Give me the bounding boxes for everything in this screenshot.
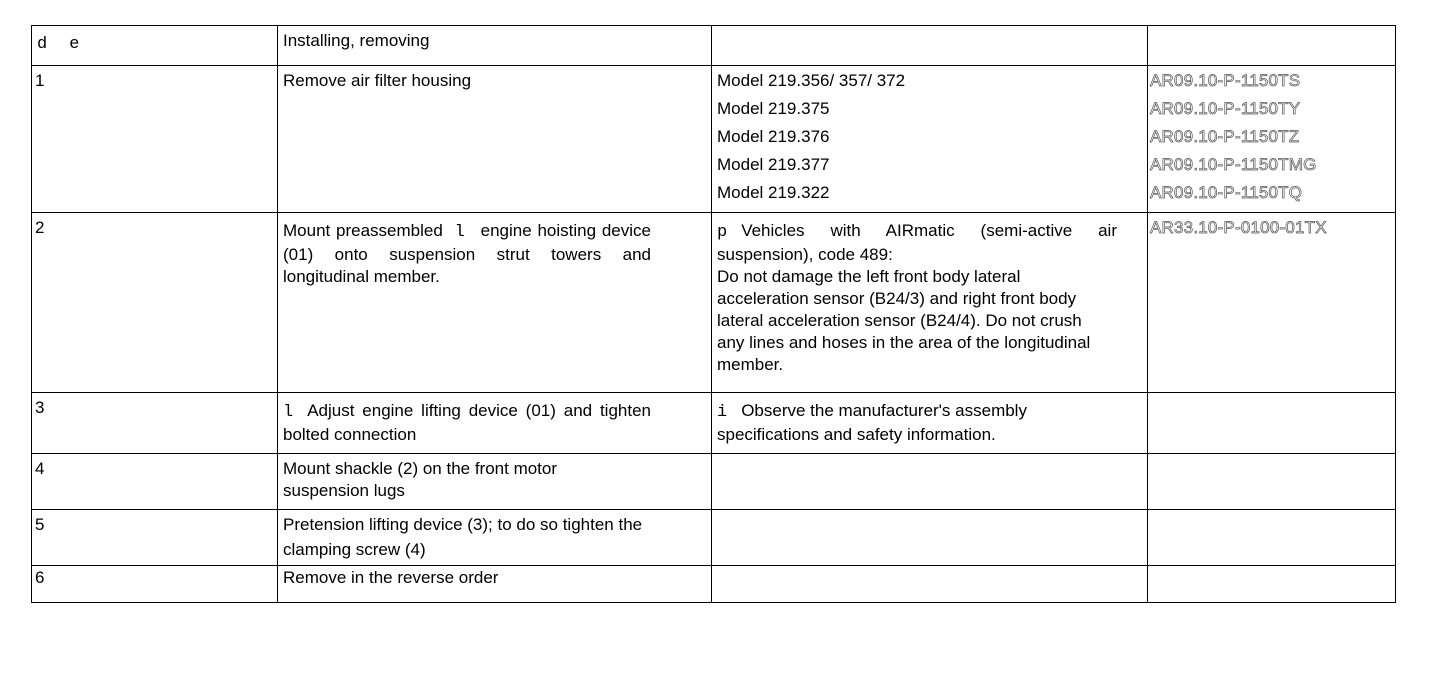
note-cell-empty xyxy=(712,566,1148,603)
airmatic-note-heading xyxy=(717,220,1117,266)
reference-link[interactable]: AR09.10-P-1150TS xyxy=(1150,71,1301,90)
note-line2: Do not damage the left front body lateral acceleration sensor (B24/3) and right front body lateral acceleration sensor (B24/4). Do not crush any lines and hoses in the area of the longitudinal member. xyxy=(717,267,1091,374)
instruction-cell xyxy=(278,454,712,510)
instruction-post: engine hoisting device (01) onto suspension strut towers and longitudinal member. xyxy=(283,221,651,286)
note-symbol-p: p xyxy=(717,223,728,242)
step-number-cell xyxy=(32,510,278,566)
instruction-text: Pretension lifting device (3); to do so tighten the clamping screw (4) xyxy=(283,515,643,559)
note-cell xyxy=(712,393,1148,454)
refs-cell xyxy=(1148,66,1396,213)
lifting-symbol: l xyxy=(283,403,294,422)
header-symbol-d: d xyxy=(37,35,48,54)
instruction-cell xyxy=(278,510,712,566)
instruction-cell xyxy=(278,213,712,393)
instruction-text xyxy=(278,393,711,446)
note-line1: Vehicles with AIRmatic (semi-active air suspension), code 489: xyxy=(717,221,1117,264)
step-number-cell xyxy=(32,566,278,603)
instruction-cell xyxy=(278,66,712,213)
header-title-cell xyxy=(278,26,712,66)
step-number-cell xyxy=(32,66,278,213)
step-number: 1 xyxy=(35,71,45,90)
instruction-cell xyxy=(278,393,712,454)
instruction-text: Remove in the reverse order xyxy=(283,568,499,587)
step-number-cell xyxy=(32,454,278,510)
reference-link[interactable]: AR09.10-P-1150TZ xyxy=(1150,127,1300,146)
step-number: 4 xyxy=(35,459,45,478)
model-line: Model 219.375 xyxy=(717,99,830,118)
table-row xyxy=(32,510,1396,566)
refs-cell-empty xyxy=(1148,566,1396,603)
refs-cell-empty xyxy=(1148,510,1396,566)
model-line: Model 219.356/ 357/ 372 xyxy=(717,71,906,90)
note-body: Observe the manufacturer's assembly specifications and safety information. xyxy=(717,401,1027,444)
reference-link[interactable]: AR09.10-P-1150TY xyxy=(1150,99,1301,118)
step-number: 2 xyxy=(35,218,45,237)
header-title: Installing, removing xyxy=(283,31,430,50)
model-line: Model 219.376 xyxy=(717,127,830,146)
header-symbol-cell xyxy=(32,26,278,66)
instruction-text: Mount shackle (2) on the front motor suspension lugs xyxy=(283,459,558,500)
instruction-text xyxy=(278,213,711,288)
table-row xyxy=(32,454,1396,510)
instruction-text: Remove air filter housing xyxy=(283,71,472,90)
reference-link[interactable]: AR33.10-P-0100-01TX xyxy=(1150,218,1327,237)
models-cell xyxy=(712,66,1148,213)
note-symbol-i: i xyxy=(717,403,728,422)
table-row xyxy=(32,213,1396,393)
note-cell-empty xyxy=(712,510,1148,566)
header-empty-cell-4 xyxy=(1148,26,1396,66)
note-cell-empty xyxy=(712,454,1148,510)
table-row xyxy=(32,566,1396,603)
refs-cell-empty xyxy=(1148,393,1396,454)
step-number: 5 xyxy=(35,515,45,534)
header-empty-cell-3 xyxy=(712,26,1148,66)
refs-cell xyxy=(1148,213,1396,393)
note-cell xyxy=(712,213,1148,393)
header-symbol-e: e xyxy=(69,35,80,54)
reference-link[interactable]: AR09.10-P-1150TMG xyxy=(1150,155,1317,174)
model-line: Model 219.377 xyxy=(717,155,830,174)
table-row xyxy=(32,393,1396,454)
procedure-table xyxy=(31,25,1396,603)
instruction-cell xyxy=(278,566,712,603)
step-number: 3 xyxy=(35,398,45,417)
instruction-body: Adjust engine lifting device (01) and tighten bolted connection xyxy=(283,401,651,444)
step-number: 6 xyxy=(35,568,45,587)
lifting-symbol: l xyxy=(454,223,465,242)
refs-cell-empty xyxy=(1148,454,1396,510)
table-row xyxy=(32,66,1396,213)
instruction-pre: Mount preassembled xyxy=(283,221,443,240)
reference-link[interactable]: AR09.10-P-1150TQ xyxy=(1150,183,1303,202)
step-number-cell xyxy=(32,213,278,393)
table-header-row xyxy=(32,26,1396,66)
step-number-cell xyxy=(32,393,278,454)
model-line: Model 219.322 xyxy=(717,183,830,202)
note-text xyxy=(712,393,1147,446)
